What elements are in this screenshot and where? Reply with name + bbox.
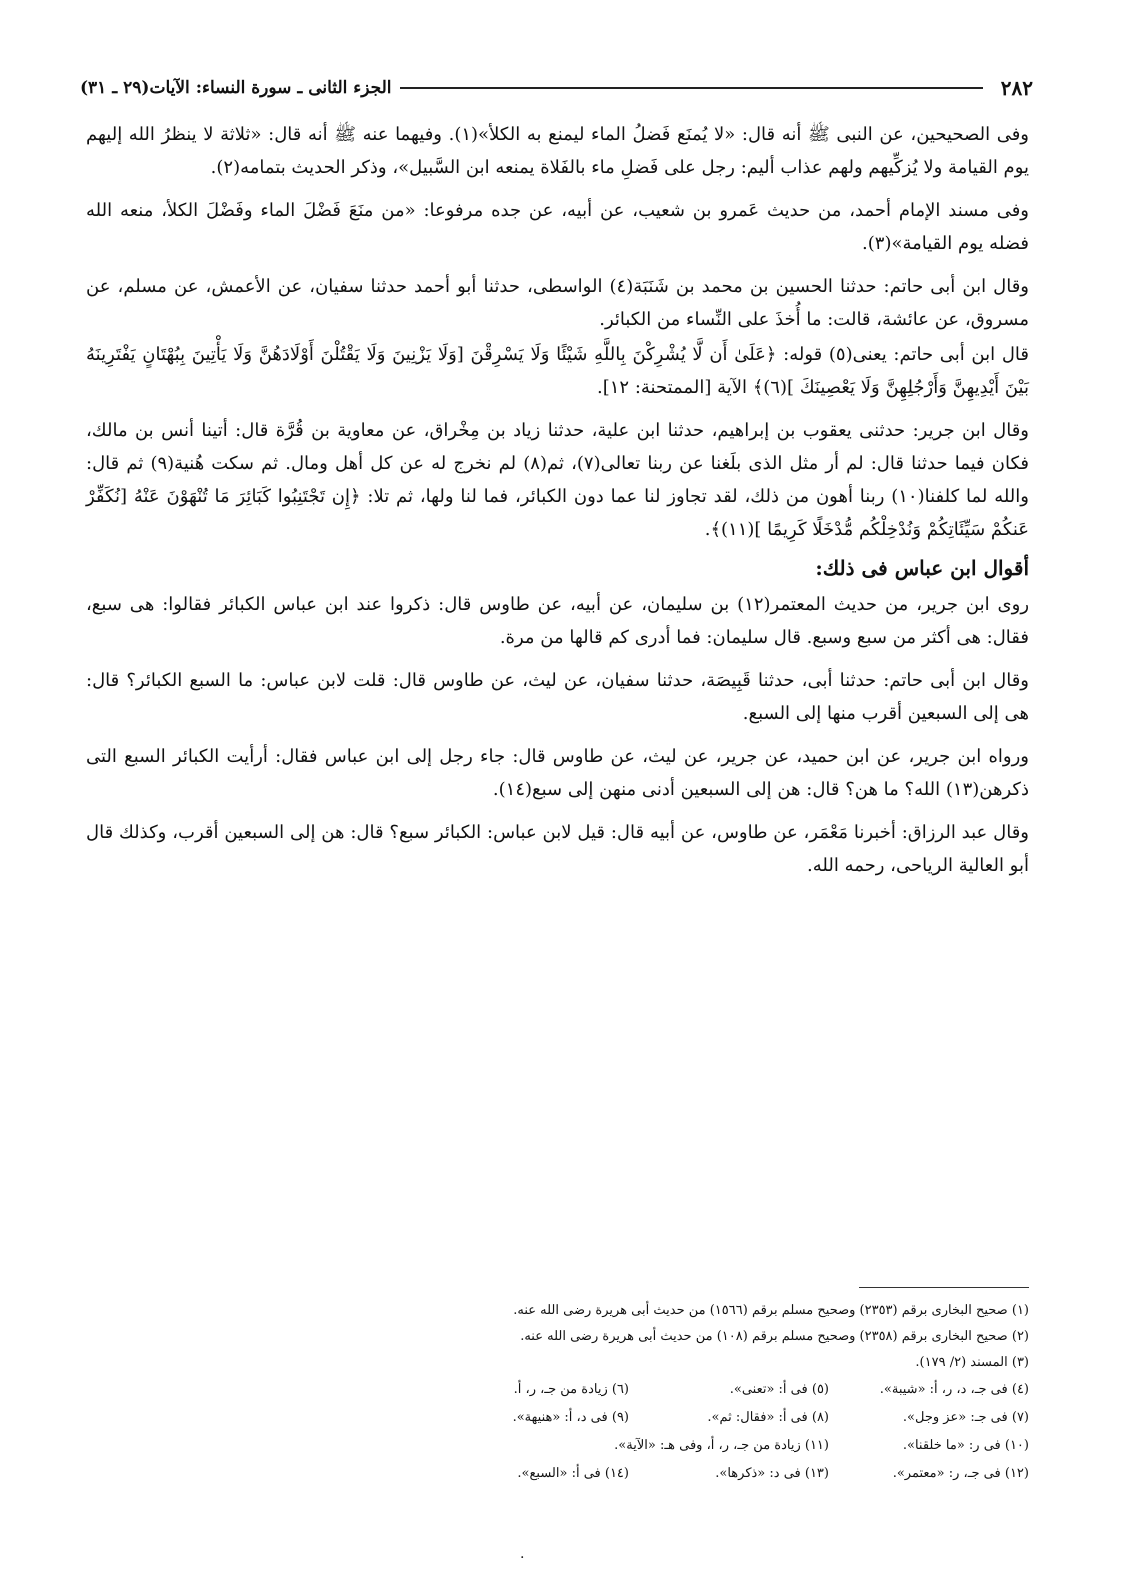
main-text xyxy=(86,118,1029,892)
paragraph: وقال ابن جرير: حدثنى يعقوب بن إبراهيم، حدثنا ابن علية، حدثنا زياد بن مِخْراق، عن معاوية بن قُرَّة قال: أتينا أنس بن مالك، فكان فيما حدثنا قال: لم أر مثل الذى بلَغنا عن ربنا تعالى(٧)، ثم(٨) لم نخرج له عن كل أهل ومال. ثم سكت هُنية(٩) ثم قال: والله لما كلفنا(١٠) ربنا أهون من ذلك، لقد تجاوز لنا عما دون الكبائر، فما لنا ولها، ثم تلا: ﴿إِن تَجْتَنِبُوا كَبَائِرَ مَا تُنْهَوْنَ عَنْهُ [نُكَفِّرْ عَنكُمْ سَيِّئَاتِكُمْ وَنُدْخِلْكُم مُّدْخَلًا كَرِيمًا ](١١)﴾. xyxy=(86,420,1030,540)
footnote: (١٤) فى أ: «السبع». xyxy=(517,1466,629,1481)
header-rule xyxy=(400,87,983,89)
bottom-mark: . xyxy=(520,1546,525,1562)
footnote: (٨) فى أ: «فقال: ثم». xyxy=(707,1410,829,1425)
footnote: (١١) زيادة من جـ، ر، أ، وفى هـ: «الآية». xyxy=(614,1438,829,1453)
footnote: (٤) فى جـ، د، ر، أ: «شيبة». xyxy=(879,1382,1029,1397)
footnote: (٩) فى د، أ: «هنيهة». xyxy=(512,1410,629,1425)
footnote: (٢) صحيح البخارى برقم (٢٣٥٨) وصحيح مسلم برقم (١٠٨) من حديث أبى هريرة رضى الله عنه. xyxy=(520,1329,1029,1344)
footnote-row xyxy=(86,1404,1029,1432)
footnote-separator xyxy=(859,1287,1029,1288)
footnote: (١٢) فى جـ، ر: «معتمر». xyxy=(892,1466,1029,1481)
footnote-row xyxy=(86,1376,1029,1404)
paragraph: قال ابن أبى حاتم: يعنى(٥) قوله: ﴿عَلَىٰ أَن لَّا يُشْرِكْنَ بِاللَّهِ شَيْئًا وَلَا يَسْرِقْنَ [وَلَا يَزْنِينَ وَلَا يَقْتُلْنَ أَوْلَادَهُنَّ وَلَا يَأْتِينَ بِبُهْتَانٍ يَفْتَرِينَهُ بَيْنَ أَيْدِيهِنَّ وَأَرْجُلِهِنَّ وَلَا يَعْصِينَكَ ](٦)﴾ الآية [الممتحنة: ١٢]. xyxy=(86,344,1029,398)
footnote-row xyxy=(86,1432,1029,1460)
paragraph: وقال ابن أبى حاتم: حدثنا الحسين بن محمد بن شَنَبَة(٤) الواسطى، حدثنا أبو أحمد حدثنا سفيان، عن الأعمش، عن مسلم، عن مسروق، عن عائشة، قالت: ما أُخذَ على النِّساء من الكبائر. xyxy=(86,276,1029,330)
footnote-row xyxy=(86,1460,1029,1488)
paragraph: وفى الصحيحين، عن النبى ﷺ أنه قال: «لا يُمنَع فَضلُ الماء ليمنع به الكلأ»(١). وفيهما عنه ﷺ أنه قال: «ثلاثة لا ينظرُ الله إليهم يوم القيامة ولا يُزكِّيهم ولهم عذاب أليم: رجل على فَضلِ ماء بالفَلاة يمنعه ابن السَّبيل»، وذكر الحديث بتمامه(٢). xyxy=(86,124,1029,178)
running-header xyxy=(80,70,1033,106)
page-number: ٢٨٢ xyxy=(1000,76,1033,100)
footnote: (١٣) فى د: «ذكرها». xyxy=(715,1466,829,1481)
paragraph: وقال عبد الرزاق: أخبرنا مَعْمَر، عن طاوس، عن أبيه قال: قيل لابن عباس: الكبائر سبع؟ قال: هن إلى السبعين أقرب، وكذلك قال أبو العالية الرياحى، رحمه الله. xyxy=(86,822,1029,876)
paragraph: ورواه ابن جرير، عن ابن حميد، عن جرير، عن ليث، عن طاوس قال: جاء رجل إلى ابن عباس فقال: أرأيت الكبائر السبع التى ذكرهن(١٣) الله؟ ما هن؟ قال: هن إلى السبعين أدنى منهن إلى سبع(١٤). xyxy=(86,746,1029,800)
footnote: (١) صحيح البخارى برقم (٢٣٥٣) وصحيح مسلم برقم (١٥٦٦) من حديث أبى هريرة رضى الله عنه. xyxy=(513,1303,1029,1318)
paragraph: وفى مسند الإمام أحمد، من حديث عَمرو بن شعيب، عن أبيه، عن جده مرفوعا: «من منَعَ فَضْلَ الماء وفَضْلَ الكلأ، منعه الله فضله يوم القيامة»(٣). xyxy=(86,200,1029,254)
header-title: الجزء الثانى ـ سورة النساء: الآيات(٢٩ ـ ٣١) xyxy=(80,78,392,98)
paragraph: وقال ابن أبى حاتم: حدثنا أبى، حدثنا قَبِيصَة، حدثنا سفيان، عن ليث، عن طاوس قال: قلت لابن عباس: ما السبع الكبائر؟ قال: هى إلى السبعين أقرب منها إلى السبع. xyxy=(86,670,1029,724)
paragraph: روى ابن جرير، من حديث المعتمر(١٢) بن سليمان، عن أبيه، عن طاوس قال: ذكروا عند ابن عباس الكبائر فقالوا: هى سبع، فقال: هى أكثر من سبع وسبع. قال سليمان: فما أدرى كم قالها من مرة. xyxy=(86,594,1030,648)
footnote: (١٠) فى ر: «ما خلقنا». xyxy=(902,1438,1029,1453)
footnote: (٦) زيادة من جـ، ر، أ. xyxy=(513,1382,629,1397)
footnote: (٧) فى جـ: «عز وجل». xyxy=(902,1410,1029,1425)
footnotes xyxy=(86,1298,1029,1488)
footnote: (٥) فى أ: «تعنى». xyxy=(729,1382,829,1397)
footnote: (٣) المسند (٢/ ١٧٩). xyxy=(915,1355,1029,1370)
section-heading: أقوال ابن عباس فى ذلك: xyxy=(815,556,1029,580)
